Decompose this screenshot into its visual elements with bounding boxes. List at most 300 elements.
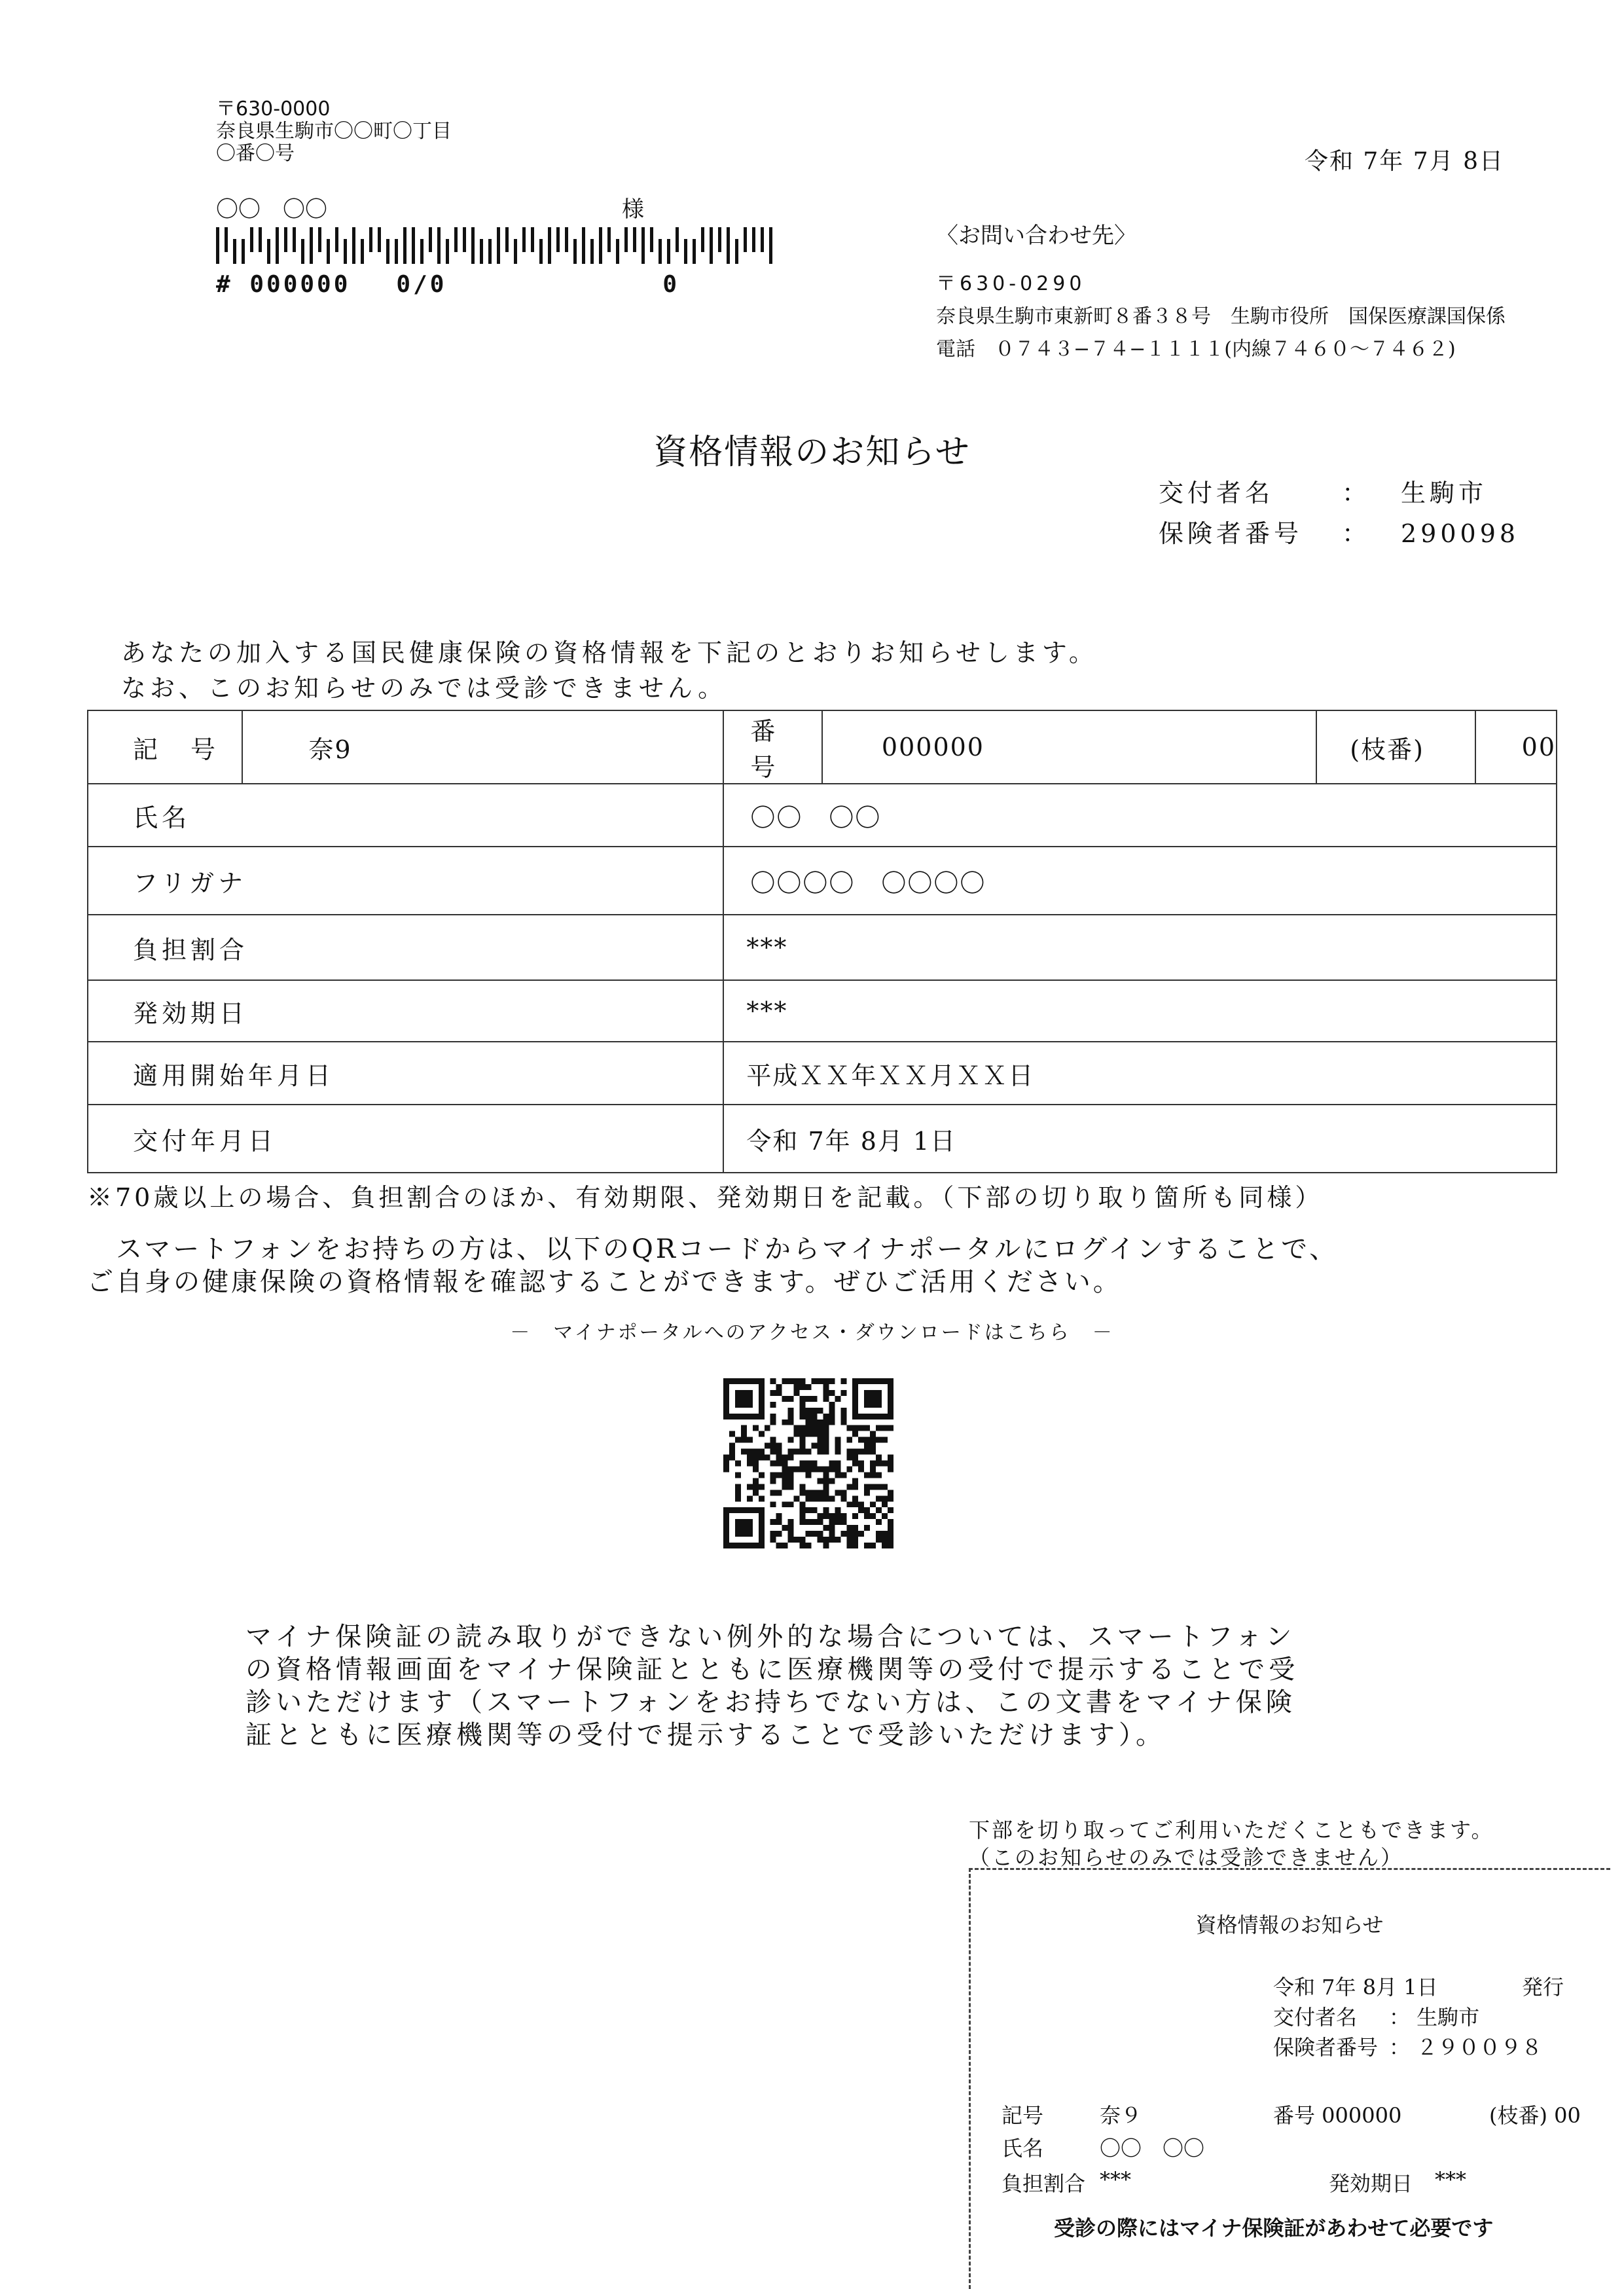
stub-name-label: 氏名	[1001, 2136, 1044, 2161]
mynaportal-access-label: － マイナポータルへのアクセス・ダウンロードはこちら －	[510, 1321, 1114, 1344]
barcode-bar	[327, 239, 330, 264]
qr-module	[806, 1519, 812, 1525]
qr-module	[759, 1543, 765, 1548]
qr-module	[852, 1484, 858, 1490]
row-value-burden: ***	[723, 915, 1557, 980]
qr-module	[741, 1414, 747, 1419]
qr-module	[817, 1490, 823, 1495]
qr-module	[829, 1478, 835, 1484]
qr-module	[770, 1414, 776, 1419]
qr-module	[817, 1513, 823, 1519]
age-70-note: ※70歳以上の場合、負担割合のほか、有効期限、発効期日を記載。（下部の切り取り箇所も同様）	[87, 1183, 1324, 1212]
qr-module	[817, 1425, 823, 1431]
qr-module	[870, 1431, 876, 1437]
qr-module	[846, 1484, 852, 1490]
issuer-colon: ：	[1342, 479, 1371, 507]
qr-module	[806, 1472, 812, 1478]
qr-module	[840, 1519, 846, 1525]
qr-module	[759, 1414, 765, 1419]
qr-module	[770, 1501, 776, 1507]
qr-module	[835, 1461, 840, 1467]
qr-module	[823, 1384, 829, 1390]
qr-module	[882, 1461, 888, 1467]
row-label-furigana: フリガナ	[88, 847, 723, 915]
qr-module	[876, 1396, 882, 1402]
qr-module	[753, 1425, 759, 1431]
qr-module	[829, 1378, 835, 1384]
qr-module	[753, 1484, 759, 1490]
qr-module	[753, 1507, 759, 1513]
qr-module	[823, 1390, 829, 1396]
qr-module	[735, 1490, 741, 1495]
qr-module	[823, 1525, 829, 1531]
qr-module	[864, 1443, 870, 1449]
qr-module	[811, 1408, 817, 1414]
qr-module	[823, 1431, 829, 1437]
qr-module	[770, 1449, 776, 1455]
qr-module	[776, 1519, 782, 1525]
qr-module	[735, 1525, 741, 1531]
barcode-bar	[352, 227, 355, 264]
barcode-bar	[429, 227, 432, 252]
qr-module	[741, 1425, 747, 1431]
qr-module	[806, 1384, 812, 1390]
qr-module	[741, 1378, 747, 1384]
qr-module	[759, 1525, 765, 1531]
barcode-bar	[386, 239, 389, 264]
qr-module	[770, 1472, 776, 1478]
table-row	[88, 847, 1557, 915]
row-value-furigana: 〇〇〇〇 〇〇〇〇	[723, 847, 1557, 915]
qr-module	[776, 1531, 782, 1537]
qr-module	[852, 1449, 858, 1455]
qr-module	[858, 1466, 864, 1472]
barcode-bar	[446, 239, 449, 264]
qr-module	[735, 1531, 741, 1537]
qr-module	[829, 1519, 835, 1525]
qr-module	[753, 1478, 759, 1484]
qr-module	[811, 1396, 817, 1402]
recipient-name: 〇〇 〇〇	[216, 196, 327, 223]
qr-module	[876, 1537, 882, 1543]
qr-module	[823, 1537, 829, 1543]
qr-module	[776, 1449, 782, 1455]
qr-module	[806, 1507, 812, 1513]
qr-module	[811, 1461, 817, 1467]
insurer-number-row	[1159, 513, 1519, 549]
qr-module	[858, 1501, 864, 1507]
qr-module	[817, 1408, 823, 1414]
intro-line-1: あなたの加入する国民健康保険の資格情報を下記のとおりお知らせします。	[121, 638, 1098, 667]
qr-module	[735, 1461, 741, 1467]
qr-module	[782, 1484, 788, 1490]
qr-module	[823, 1507, 829, 1513]
qr-module	[800, 1396, 806, 1402]
qr-module	[829, 1390, 835, 1396]
qr-module	[882, 1437, 888, 1443]
qr-module	[788, 1472, 794, 1478]
qr-module	[829, 1531, 835, 1537]
qr-module	[788, 1466, 794, 1472]
qr-module	[829, 1513, 835, 1519]
barcode-bar	[641, 227, 645, 264]
stub-issuer-label: 交付者名	[1273, 2005, 1358, 2030]
qr-module	[888, 1525, 893, 1531]
qr-module	[723, 1507, 729, 1513]
barcode-bar	[369, 227, 372, 252]
qr-module	[852, 1513, 858, 1519]
qr-module	[817, 1443, 823, 1449]
qr-module	[852, 1531, 858, 1537]
qr-module	[747, 1437, 753, 1443]
qr-module	[817, 1431, 823, 1437]
qr-module	[800, 1425, 806, 1431]
qr-module	[858, 1449, 864, 1455]
barcode-bar	[539, 239, 543, 264]
stub-effective-value: ***	[1435, 2167, 1466, 2192]
qr-module	[788, 1449, 794, 1455]
qr-module	[753, 1543, 759, 1548]
barcode-bar	[361, 239, 364, 264]
qr-module	[788, 1537, 794, 1543]
qr-module	[770, 1443, 776, 1449]
edaban-value: 00	[1475, 710, 1557, 784]
qr-module	[858, 1531, 864, 1537]
qr-module	[876, 1425, 882, 1431]
barcode-bar	[471, 227, 475, 264]
myna-line-3: 診いただけます（スマートフォンをお持ちでない方は、この文書をマイナ保険	[245, 1687, 1296, 1717]
qr-module	[882, 1378, 888, 1384]
qr-module	[788, 1378, 794, 1384]
qr-code[interactable]	[723, 1378, 893, 1548]
qr-module	[806, 1543, 812, 1548]
qr-module	[776, 1472, 782, 1478]
qr-module	[858, 1414, 864, 1419]
qr-module	[770, 1419, 776, 1425]
qr-module	[829, 1466, 835, 1472]
qr-module	[735, 1472, 741, 1478]
barcode-bar	[454, 227, 458, 252]
qr-module	[888, 1390, 893, 1396]
recipient-address-line2: 〇番〇号	[216, 142, 295, 165]
qr-module	[870, 1396, 876, 1402]
qr-module	[876, 1455, 882, 1461]
qr-module	[864, 1449, 870, 1455]
recipient-address-line1: 奈良県生駒市〇〇町〇丁目	[216, 120, 452, 143]
qr-module	[770, 1378, 776, 1384]
qr-module	[876, 1472, 882, 1478]
qr-module	[888, 1519, 893, 1525]
qr-module	[735, 1543, 741, 1548]
qr-module	[888, 1490, 893, 1495]
barcode-bar	[701, 227, 704, 252]
qr-module	[729, 1443, 735, 1449]
table-row	[88, 915, 1557, 980]
qr-module	[741, 1437, 747, 1443]
qr-module	[864, 1390, 870, 1396]
qr-module	[800, 1384, 806, 1390]
qr-module	[723, 1519, 729, 1525]
qr-module	[876, 1507, 882, 1513]
qr-module	[800, 1378, 806, 1384]
qr-module	[852, 1495, 858, 1501]
qr-module	[835, 1537, 840, 1543]
qr-module	[759, 1449, 765, 1455]
qr-module	[852, 1543, 858, 1548]
qr-module	[723, 1378, 729, 1384]
qr-module	[747, 1402, 753, 1408]
qr-module	[782, 1478, 788, 1484]
qr-module	[800, 1513, 806, 1519]
qr-module	[852, 1408, 858, 1414]
qr-module	[888, 1414, 893, 1419]
qr-module	[735, 1495, 741, 1501]
qr-module	[782, 1501, 788, 1507]
qr-module	[811, 1519, 817, 1525]
qr-module	[835, 1472, 840, 1478]
stub-kigo-label: 記号	[1001, 2103, 1044, 2128]
qr-module	[741, 1543, 747, 1548]
qr-module	[817, 1531, 823, 1537]
myna-line-1: マイナ保険証の読み取りができない例外的な場合については、スマートフォン	[245, 1622, 1296, 1652]
qr-module	[864, 1414, 870, 1419]
insurer-number-value: 290098	[1401, 519, 1520, 548]
qr-module	[882, 1543, 888, 1548]
qr-module	[823, 1414, 829, 1419]
qr-module	[735, 1390, 741, 1396]
postal-barcode	[216, 226, 779, 265]
qr-module	[770, 1519, 776, 1525]
qr-module	[811, 1378, 817, 1384]
barcode-bar	[752, 227, 755, 252]
qr-module	[870, 1461, 876, 1467]
qr-module	[870, 1449, 876, 1455]
qr-module	[794, 1466, 800, 1472]
row-value-name: 〇〇 〇〇	[723, 784, 1557, 847]
issue-date: 令和 7年 7月 8日	[1304, 148, 1504, 175]
qr-module	[782, 1396, 788, 1402]
qr-module	[753, 1466, 759, 1472]
qr-module	[811, 1414, 817, 1419]
row-label-effective: 発効期日	[88, 980, 723, 1042]
barcode-bar	[676, 227, 679, 252]
customer-no: # 000000	[216, 271, 351, 298]
qr-module	[829, 1461, 835, 1467]
table-row	[88, 784, 1557, 847]
barcode-bar	[582, 227, 585, 264]
qr-module	[888, 1461, 893, 1467]
qr-module	[852, 1378, 858, 1384]
qr-module	[776, 1490, 782, 1495]
qr-module	[882, 1484, 888, 1490]
qr-module	[788, 1455, 794, 1461]
qr-module	[806, 1531, 812, 1537]
barcode-bar	[259, 227, 262, 252]
issuer-name-value: 生駒市	[1401, 479, 1488, 507]
table-row	[88, 1042, 1557, 1105]
qr-module	[811, 1419, 817, 1425]
barcode-bar	[480, 239, 483, 264]
qr-module	[759, 1531, 765, 1537]
qr-module	[776, 1390, 782, 1396]
qr-module	[882, 1531, 888, 1537]
qr-module	[776, 1443, 782, 1449]
qr-module	[753, 1455, 759, 1461]
barcode-bar	[710, 227, 713, 264]
qr-module	[888, 1455, 893, 1461]
table-row-number	[88, 710, 1557, 784]
qr-module	[794, 1449, 800, 1455]
qr-module	[800, 1543, 806, 1548]
row-label-burden: 負担割合	[88, 915, 723, 980]
qr-module	[794, 1537, 800, 1543]
qr-module	[770, 1478, 776, 1484]
qr-module	[864, 1437, 870, 1443]
qr-module	[735, 1507, 741, 1513]
qr-module	[806, 1495, 812, 1501]
qr-module	[823, 1543, 829, 1548]
qr-module	[723, 1396, 729, 1402]
qr-module	[788, 1519, 794, 1525]
qr-module	[858, 1461, 864, 1467]
qr-module	[759, 1495, 765, 1501]
inquiry-heading: 〈お問い合わせ先〉	[936, 223, 1136, 249]
barcode-bar	[531, 227, 534, 252]
qr-module	[747, 1390, 753, 1396]
qr-module	[835, 1519, 840, 1525]
qr-module	[735, 1396, 741, 1402]
qr-module	[806, 1414, 812, 1419]
qr-module	[817, 1519, 823, 1525]
qr-module	[870, 1378, 876, 1384]
qr-module	[747, 1531, 753, 1537]
issuer-name-row	[1159, 473, 1487, 509]
qr-module	[888, 1543, 893, 1548]
qr-module	[888, 1537, 893, 1543]
barcode-bar	[233, 239, 236, 264]
barcode-bar	[378, 227, 381, 252]
qr-module	[788, 1396, 794, 1402]
qr-module	[870, 1513, 876, 1519]
qr-module	[770, 1461, 776, 1467]
qr-module	[864, 1378, 870, 1384]
qr-module	[888, 1466, 893, 1472]
smartphone-line-2: ご自身の健康保険の資格情報を確認することができます。ぜひご活用ください。	[87, 1267, 1122, 1297]
qr-module	[817, 1437, 823, 1443]
qr-module	[735, 1437, 741, 1443]
qr-module	[747, 1378, 753, 1384]
qr-module	[823, 1443, 829, 1449]
qr-module	[846, 1501, 852, 1507]
qr-module	[840, 1419, 846, 1425]
qr-module	[806, 1396, 812, 1402]
qr-module	[846, 1531, 852, 1537]
qr-module	[811, 1531, 817, 1537]
barcode-bar	[437, 227, 441, 264]
barcode-bar	[624, 227, 628, 252]
stub-edaban: (枝番) 00	[1489, 2103, 1581, 2128]
qr-module	[800, 1437, 806, 1443]
qr-module	[723, 1466, 729, 1472]
document-title: 資格情報のお知らせ	[653, 433, 971, 472]
qr-module	[817, 1378, 823, 1384]
qr-module	[840, 1472, 846, 1478]
qr-module	[806, 1461, 812, 1467]
qr-module	[729, 1414, 735, 1419]
qr-module	[811, 1431, 817, 1437]
qr-module	[753, 1461, 759, 1467]
qr-module	[747, 1449, 753, 1455]
qr-module	[876, 1390, 882, 1396]
qr-module	[747, 1414, 753, 1419]
qr-module	[864, 1402, 870, 1408]
qr-module	[823, 1478, 829, 1484]
qr-module	[723, 1414, 729, 1419]
barcode-bar	[607, 227, 611, 252]
barcode-bar	[693, 239, 696, 264]
qr-module	[876, 1531, 882, 1537]
qr-module	[888, 1402, 893, 1408]
qr-module	[888, 1507, 893, 1513]
stub-burden-label: 負担割合	[1001, 2171, 1086, 2196]
qr-module	[852, 1414, 858, 1419]
qr-module	[864, 1484, 870, 1490]
qr-module	[735, 1519, 741, 1525]
qr-module	[829, 1525, 835, 1531]
qr-module	[800, 1484, 806, 1490]
qr-module	[723, 1461, 729, 1467]
qr-module	[888, 1378, 893, 1384]
row-label-start-date: 適用開始年月日	[88, 1042, 723, 1105]
insurer-number-label: 保険者番号	[1159, 519, 1303, 548]
qr-module	[770, 1531, 776, 1537]
qr-module	[741, 1525, 747, 1531]
qr-module	[782, 1472, 788, 1478]
qr-module	[823, 1419, 829, 1425]
qr-module	[835, 1466, 840, 1472]
qr-module	[747, 1543, 753, 1548]
qr-module	[846, 1466, 852, 1472]
qr-module	[806, 1408, 812, 1414]
stub-insurer-value: ： ２９００９８	[1389, 2035, 1543, 2060]
qr-module	[852, 1525, 858, 1531]
qr-module	[817, 1495, 823, 1501]
qr-module	[858, 1425, 864, 1431]
qr-module	[852, 1396, 858, 1402]
qr-module	[759, 1390, 765, 1396]
barcode-bar	[284, 227, 287, 252]
qr-module	[747, 1396, 753, 1402]
barcode-bar	[403, 227, 406, 264]
sort-code-2: 0	[662, 271, 680, 298]
qr-module	[852, 1402, 858, 1408]
qr-module	[753, 1414, 759, 1419]
barcode-bar	[599, 227, 602, 264]
barcode-bar	[667, 239, 670, 264]
barcode-bar	[420, 239, 424, 264]
barcode-bar	[761, 227, 764, 252]
qr-module	[759, 1513, 765, 1519]
inquiry-tel: 電話 ０７４３−７４−１１１１(内線７４６０〜７４６２)	[936, 338, 1456, 361]
qr-module	[876, 1484, 882, 1490]
qr-module	[776, 1513, 782, 1519]
qr-module	[788, 1437, 794, 1443]
qr-module	[794, 1390, 800, 1396]
recipient-postal-code: 〒630-0000	[216, 98, 331, 120]
qr-module	[800, 1501, 806, 1507]
qr-module	[846, 1437, 852, 1443]
barcode-bar	[276, 227, 279, 264]
